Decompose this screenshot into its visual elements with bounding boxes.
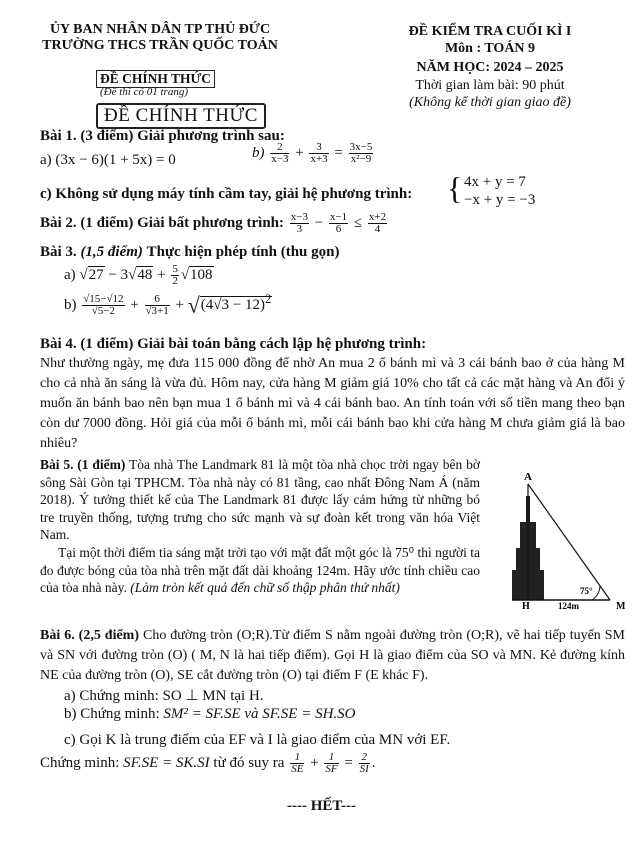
- exam-time: Thời gian làm bài: 90 phút: [415, 78, 565, 93]
- bai1-b-frac2: $\frac{3}{x+3}$: [310, 141, 328, 165]
- label-h: H: [522, 601, 530, 610]
- bai6-c: c) Gọi K là trung điểm của EF và I là giao điểm của MN với EF.: [64, 732, 451, 748]
- bai5: [40, 456, 480, 544]
- bai1-a: a) (3x − 6)(1 + 5x) = 0: [40, 152, 176, 168]
- bai3-title: Bài 3. (1,5 điểm) Thực hiện phép tính (thu gọn): [40, 244, 340, 260]
- label-angle: 75°: [580, 586, 593, 596]
- bai1-b-label: b): [252, 144, 265, 161]
- bai6-title: Bài 6. (2,5 điểm): [40, 628, 140, 643]
- bai1-c-eq1: 4x + y = 7: [464, 174, 526, 190]
- bai1-b: b) $\frac{2}{x-3}$ + $\frac{3}{x+3}$ = $\frac{3x-5}{\text{x²−9}}$: [252, 141, 373, 165]
- system-brace: {: [447, 170, 463, 206]
- school-year: NĂM HỌC: 2024 – 2025: [416, 60, 564, 75]
- bai5-part2: [40, 544, 480, 597]
- bai6: [40, 626, 625, 686]
- landmark-figure: [492, 470, 627, 610]
- label-distance: 124m: [558, 601, 579, 610]
- official-stamp: ĐỀ CHÍNH THỨC: [96, 103, 266, 129]
- bai1-c: c) Không sử dụng máy tính cầm tay, giải hệ phương trình:: [40, 186, 413, 202]
- bai1-c-eq2: −x + y = −3: [464, 192, 536, 208]
- bai5-text2: Tại một thời điểm tia sáng mặt trời tạo với mặt đất một góc là 75⁰ thì người ta đo được bóng của tòa nhà trên mặt đất dài khoảng 124m. Hãy ước tính chiều cao của tòa nhà này.: [40, 545, 480, 595]
- school-name: TRƯỜNG THCS TRẦN QUỐC TOẢN: [42, 38, 278, 53]
- bai3-a: a) √27 − 3√48 + $\frac{5}{2}$ √108: [64, 263, 213, 287]
- bai4-title: Bài 4. (1 điểm) Giải bài toán bằng cách lập hệ phương trình:: [40, 336, 427, 352]
- bai3-b: b) $\frac{√15-√12}{√5-2}$ + $\frac{6}{√3+1}$ + $√(4√3 - 12)^2$: [64, 292, 272, 318]
- bai1-b-frac3: $\frac{3x-5}{\text{x²−9}}$: [349, 141, 373, 165]
- bai2: Bài 2. (1 điểm) Giải bất phương trình: $\frac{x-3}{3}$ − $\frac{x-1}{6}$ ≤ $\frac{x+2}{4}$: [40, 211, 387, 235]
- pages-note: (Đề thi có 01 trang): [100, 86, 188, 98]
- bai1-b-frac1: $\frac{2}{x-3}$: [271, 141, 289, 165]
- exam-title: ĐỀ KIỂM TRA CUỐI KÌ I: [408, 24, 572, 39]
- bai6-a: a) Chứng minh: SO ⊥ MN tại H.: [64, 688, 264, 704]
- bai4-text: Như thường ngày, mẹ đưa 115 000 đồng để nhờ An mua 2 ổ bánh mì và 3 cái bánh bao ở của hàng M cho cả nhà ăn sáng là vừa đủ. Hôm nay, cửa hàng M giảm giá 10% cho tất cả các mặt hàng và An đổi ý muốn ăn bánh bao nên bạn mua 1 ổ bánh mì và 4 cái bánh bao. An tính toán với số tiền mang theo bạn còn dư 7000 đồng. Hỏi giá của mỗi ổ bánh mì, mỗi cái bánh bao khi cửa hàng M chưa giảm giá là bao nhiêu?: [40, 356, 625, 451]
- subject: Môn : TOÁN 9: [444, 41, 536, 56]
- bai5-note: (Làm tròn kết quả đến chữ số thập phân thứ nhất): [130, 580, 400, 595]
- bai2-title: Bài 2. (1 điểm) Giải bất phương trình:: [40, 214, 284, 231]
- bai2-frac1: $\frac{x-3}{3}$: [290, 211, 308, 235]
- bai1-title: Bài 1. (3 điểm) Giải phương trình sau:: [40, 128, 285, 144]
- label-m: M: [616, 601, 626, 610]
- official-label: ĐỀ CHÍNH THỨC: [96, 70, 215, 88]
- bai2-frac2: $\frac{x-1}{6}$: [329, 211, 348, 235]
- end-marker: ---- HẾT---: [286, 798, 357, 814]
- bai2-frac3: $\frac{x+2}{4}$: [368, 211, 387, 235]
- label-a: A: [524, 471, 532, 483]
- bai5-title: Bài 5. (1 điểm): [40, 457, 126, 472]
- org-name: ỦY BAN NHÂN DÂN TP THỦ ĐỨC: [49, 22, 271, 37]
- bai6-b: b) Chứng minh: SM² = SF.SE và SF.SE = SH.SO: [64, 706, 356, 722]
- exam-time-note: (Không kể thời gian giao đề): [409, 95, 571, 110]
- bai6-text: Cho đường tròn (O;R).Từ điểm S nằm ngoài đường tròn (O;R), vẽ hai tiếp tuyến SM và SN với đường tròn (O) ( M, N là hai tiếp điểm). Gọi H là giao điểm của SO và MN. Kẻ đường kính NE của đường tròn (O), SE cắt đường tròn (O) tại điểm F (E khác F).: [40, 628, 626, 683]
- bai6-c2: Chứng minh: SF.SE = SK.SI từ đó suy ra $\frac{1}{SE}$ + $\frac{1}{SF}$ = $\frac{2}{SI}$ .: [40, 751, 376, 775]
- bai5-text1: Tòa nhà The Landmark 81 là một tòa nhà chọc trời ngay bên bờ sông Sài Gòn tại TPHCM. Tòa nhà này có 81 tầng, cao nhất Đông Nam Á (năm 2018). Ý tưởng thiết kế của The Landmark 81 được lấy cảm hứng từ những bó tre truyền thống, tượng trưng cho sức mạnh và sự đoàn kết trong văn hóa Việt Nam.: [40, 457, 480, 542]
